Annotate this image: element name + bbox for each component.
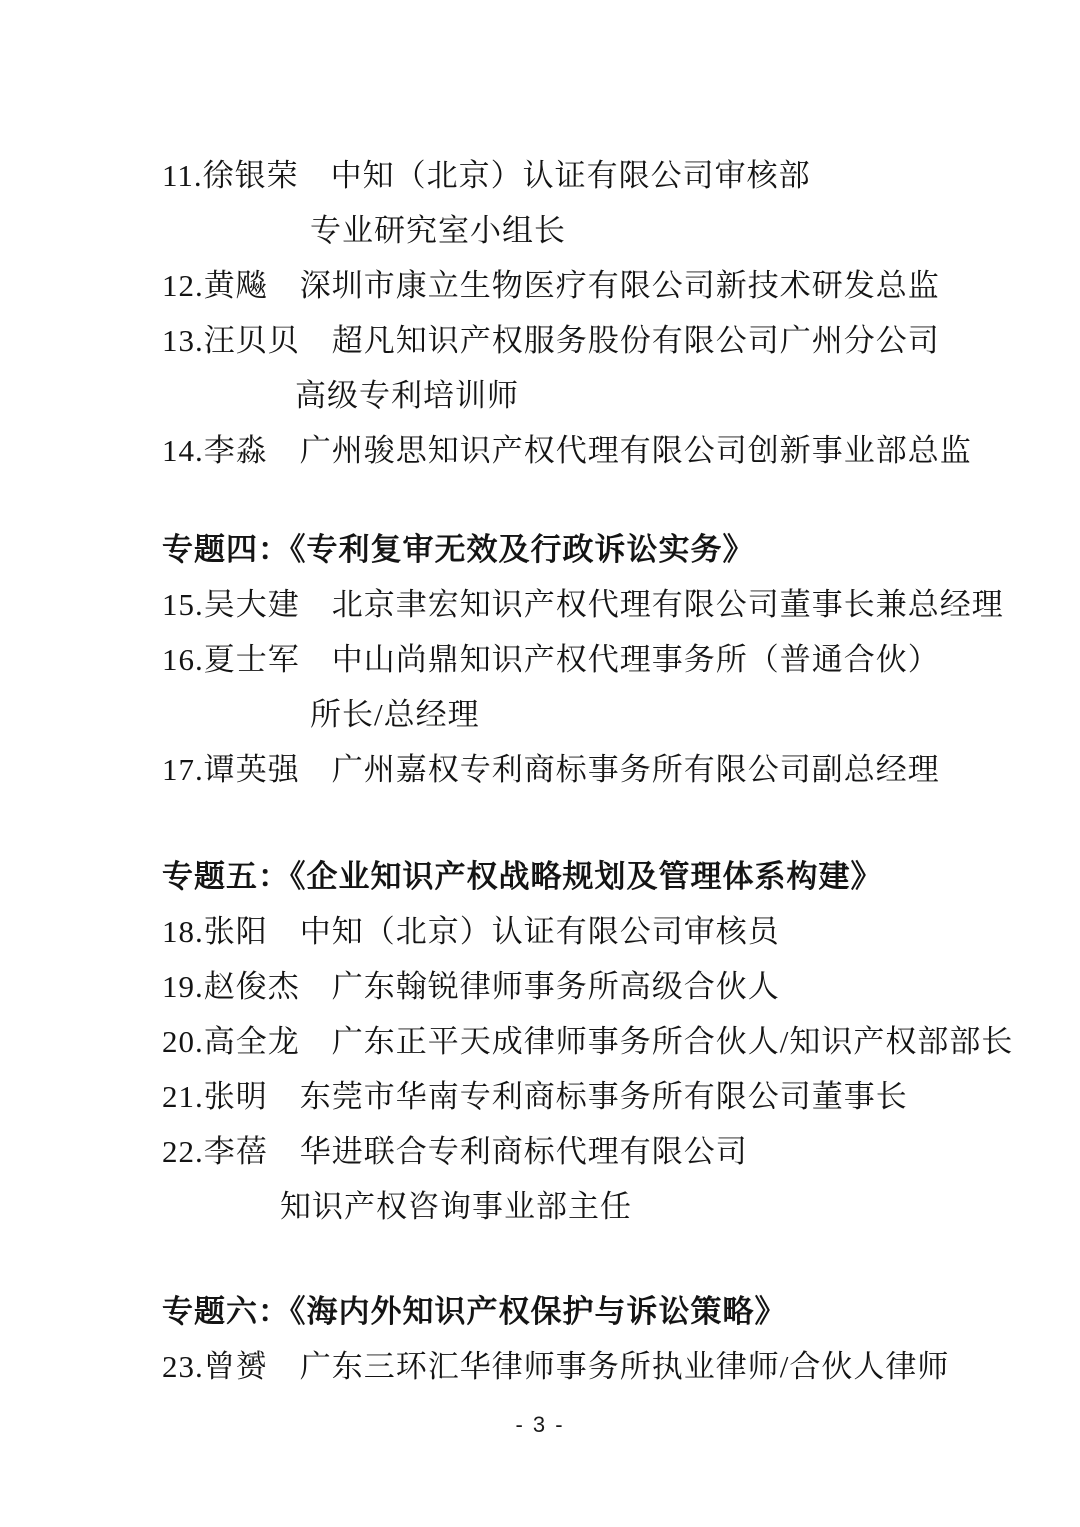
- section-heading: 专题四：《专利复审无效及行政诉讼实务》: [162, 532, 755, 567]
- list-item: 17.谭英强 广州嘉权专利商标事务所有限公司副总经理: [162, 752, 940, 787]
- list-item: 19.赵俊杰 广东翰锐律师事务所高级合伙人: [162, 969, 780, 1004]
- list-item-continuation: 专业研究室小组长: [310, 213, 566, 248]
- speaker-section-2: [0, 522, 1080, 797]
- list-item: 18.张阳 中知（北京）认证有限公司审核员: [162, 914, 780, 949]
- list-item: 22.李蓓 华进联合专利商标代理有限公司: [162, 1134, 748, 1169]
- speaker-section-3: [0, 849, 1080, 1234]
- section-heading: 专题六：《海内外知识产权保护与诉讼策略》: [162, 1294, 787, 1329]
- list-item: 16.夏士军 中山尚鼎知识产权代理事务所（普通合伙）: [162, 642, 940, 677]
- section-heading: 专题五：《企业知识产权战略规划及管理体系构建》: [162, 859, 883, 894]
- list-item: 23.曾赟 广东三环汇华律师事务所执业律师/合伙人律师: [162, 1349, 950, 1384]
- list-item: 12.黄飚 深圳市康立生物医疗有限公司新技术研发总监: [162, 268, 940, 303]
- page-number: - 3 -: [515, 1412, 565, 1437]
- list-item: 15.吴大建 北京聿宏知识产权代理有限公司董事长兼总经理: [162, 587, 1004, 622]
- speaker-section-4: [0, 1284, 1080, 1394]
- list-item: 21.张明 东莞市华南专利商标事务所有限公司董事长: [162, 1079, 908, 1114]
- list-item: 13.汪贝贝 超凡知识产权服务股份有限公司广州分公司: [162, 323, 940, 358]
- list-item-continuation: 高级专利培训师: [295, 378, 519, 413]
- list-item: 14.李淼 广州骏思知识产权代理有限公司创新事业部总监: [162, 433, 972, 468]
- list-item: 20.高全龙 广东正平天成律师事务所合伙人/知识产权部部长: [162, 1024, 1014, 1059]
- list-item: 11.徐银荣 中知（北京）认证有限公司审核部: [162, 158, 811, 193]
- list-item-continuation: 知识产权咨询事业部主任: [280, 1189, 632, 1224]
- list-item-continuation: 所长/总经理: [310, 697, 480, 732]
- speaker-section-1: [0, 148, 1080, 478]
